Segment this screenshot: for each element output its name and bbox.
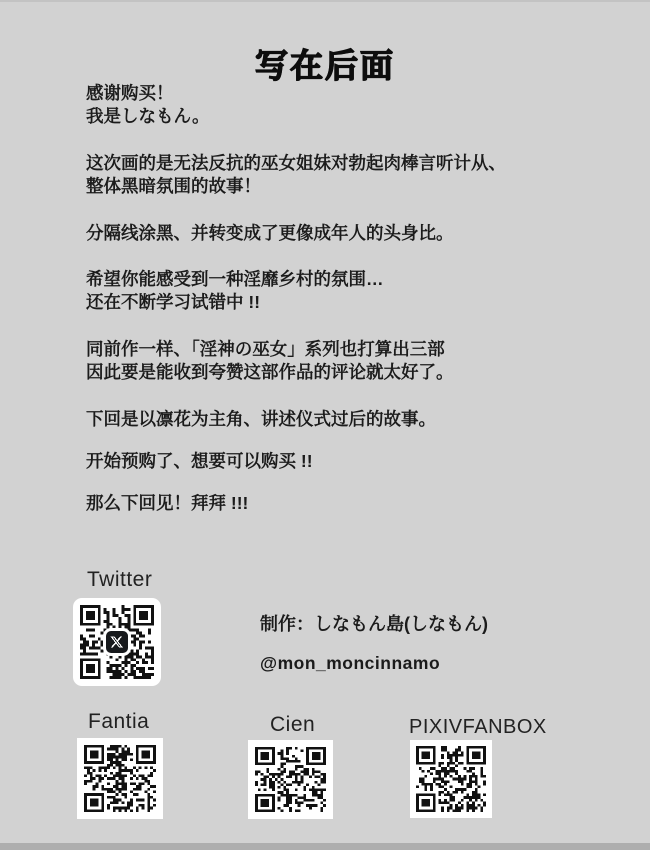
afterword-line: 我是しなもん。	[86, 106, 210, 127]
afterword-line: 下回是以凛花为主角、讲述仪式过后的故事。	[86, 408, 436, 429]
afterword-paragraph	[86, 408, 616, 431]
afterword-paragraph	[86, 82, 616, 129]
fantia-qr-code	[77, 738, 163, 819]
x-logo-icon	[106, 631, 128, 653]
fantia-label: Fantia	[88, 710, 150, 733]
maker-credit: 制作：しなもん島(しなもん)	[260, 614, 488, 634]
afterword-paragraph	[86, 268, 616, 315]
afterword-line: 希望你能感受到一种淫靡乡村的氛围…	[86, 269, 384, 290]
afterword-line: 还在不断学习试错中 !!	[86, 292, 261, 313]
afterword-paragraph	[86, 338, 616, 385]
afterword-line: 因此要是能收到夸赞这部作品的评论就太好了。	[86, 362, 454, 383]
afterword-line: 那么下回见！拜拜 !!!	[86, 493, 249, 514]
afterword-line: 感谢购买！	[86, 83, 174, 103]
twitter-label: Twitter	[87, 568, 153, 591]
afterword-paragraph	[86, 492, 616, 515]
afterword-paragraph	[86, 450, 616, 473]
page-title: 写在后面	[255, 47, 395, 85]
cien-label: Cien	[270, 713, 316, 736]
pixivfanbox-qr-code	[410, 740, 492, 818]
cien-qr-code	[248, 740, 333, 819]
twitter-handle: @mon_moncinnamo	[260, 653, 441, 673]
afterword-paragraph	[86, 152, 616, 199]
afterword-line: 分隔线涂黑、并转变成了更像成年人的头身比。	[86, 222, 454, 243]
twitter-qr-code	[73, 598, 161, 686]
afterword-line: 整体黑暗氛围的故事！	[86, 176, 261, 197]
page-top-edge	[0, 0, 650, 2]
afterword-line: 这次画的是无法反抗的巫女姐妹对勃起肉棒言听计从、	[86, 152, 506, 173]
page-bottom-edge	[0, 843, 650, 850]
afterword-text	[86, 82, 616, 535]
pixivfanbox-label: PIXIVFANBOX	[409, 716, 547, 738]
afterword-line: 开始预购了、想要可以购买 !!	[86, 451, 313, 472]
afterword-paragraph	[86, 222, 616, 245]
afterword-line: 同前作一样、「淫神の巫女」系列也打算出三部	[86, 338, 445, 359]
